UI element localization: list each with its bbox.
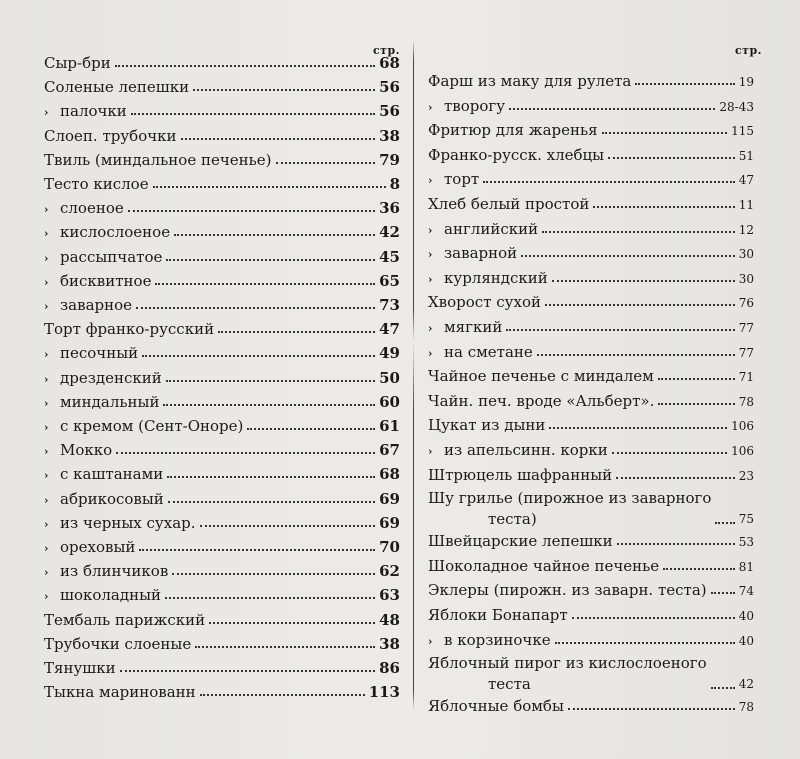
- index-entry: [428, 464, 754, 486]
- entry-title: мягкий: [444, 318, 503, 336]
- index-entry: [428, 144, 754, 166]
- dot-leader: [608, 157, 735, 159]
- page-number: 40: [738, 609, 754, 623]
- dot-leader: [172, 573, 375, 575]
- index-entry: [44, 584, 400, 606]
- index-entry: [428, 70, 754, 92]
- index-entry: [44, 439, 400, 461]
- page-number: 106: [731, 419, 754, 434]
- entry-title: Шу грилье (пирожное из заварного: [428, 489, 712, 508]
- dot-leader: [166, 380, 375, 382]
- dot-leader: [195, 646, 375, 648]
- dot-leader: [483, 181, 734, 183]
- page-number: 69: [379, 489, 400, 508]
- entry-title: палочки: [60, 102, 127, 121]
- page-number: 81: [738, 559, 754, 574]
- entry-title: из черных сухар.: [60, 513, 196, 532]
- page-number: 78: [738, 394, 754, 409]
- ditto-mark: ›: [428, 100, 433, 114]
- dot-leader: [131, 113, 375, 115]
- ditto-mark: ›: [428, 272, 433, 286]
- entry-title: Сыр-бри: [44, 54, 111, 72]
- index-entry: [44, 100, 400, 122]
- dot-leader: [115, 65, 375, 67]
- entry-title: Эклеры (пирожн. из заварн. теста): [428, 581, 707, 600]
- dot-leader: [139, 549, 375, 551]
- index-entry: [44, 367, 400, 389]
- entry-title: с кремом (Сент-Оноре): [60, 417, 244, 435]
- page-number: 68: [379, 465, 400, 484]
- index-entry: [428, 530, 754, 552]
- page-number: 63: [379, 586, 400, 605]
- dot-leader: [711, 687, 735, 689]
- ditto-mark: ›: [44, 251, 49, 265]
- entry-title: из апельсинн. корки: [444, 441, 608, 459]
- entry-title: Тесто кислое: [44, 175, 149, 193]
- dot-leader: [200, 525, 376, 527]
- index-entry: [44, 512, 400, 534]
- entry-title: Чайн. печ. вроде «Альберт».: [428, 391, 655, 410]
- dot-leader: [635, 83, 734, 85]
- page-number: 30: [738, 271, 754, 286]
- page-number: 30: [738, 247, 754, 262]
- page-number: 69: [379, 513, 400, 532]
- entry-title: шоколадный: [60, 586, 162, 605]
- entry-title-continuation: теста: [488, 675, 531, 694]
- page-number: 79: [379, 150, 400, 169]
- ditto-mark: ›: [44, 469, 49, 483]
- index-entry: [428, 629, 754, 651]
- ditto-mark: ›: [44, 106, 49, 120]
- page-number: 73: [379, 296, 400, 314]
- dot-leader: [116, 452, 375, 454]
- dot-leader: [555, 642, 735, 644]
- index-entry: [44, 415, 400, 437]
- index-entry: [44, 560, 400, 582]
- page-number: 75: [738, 512, 754, 527]
- entry-title: Мокко: [60, 441, 113, 460]
- index-entry: [428, 316, 754, 338]
- entry-title: из блинчиков: [60, 562, 169, 581]
- dot-leader: [545, 304, 735, 306]
- entry-title: на сметане: [444, 342, 533, 361]
- entry-title: Яблочные бомбы: [428, 697, 564, 716]
- page-number: 68: [379, 54, 400, 72]
- page-number: 38: [379, 126, 400, 145]
- entry-title: бисквитное: [60, 271, 152, 290]
- index-entry: [428, 119, 754, 141]
- index-entry: [428, 218, 754, 240]
- index-entry: [428, 390, 754, 412]
- page-number: 11: [738, 198, 754, 212]
- ditto-mark: ›: [44, 203, 49, 217]
- entry-title: песочный: [60, 344, 139, 363]
- index-entry: [44, 149, 400, 171]
- page-number: 48: [379, 610, 400, 629]
- entry-title: курляндский: [444, 268, 548, 287]
- page-number: 47: [379, 320, 400, 339]
- dot-leader: [715, 522, 734, 524]
- page-number: 12: [738, 222, 754, 237]
- index-entry: [428, 414, 754, 436]
- entry-title: Хворост сухой: [428, 293, 541, 312]
- index-entry: [428, 267, 754, 289]
- ditto-mark: ›: [44, 445, 49, 459]
- index-entry: [44, 609, 400, 631]
- ditto-mark: ›: [428, 322, 433, 335]
- index-entry: [44, 294, 400, 316]
- index-entry: [44, 76, 400, 98]
- dot-leader: [658, 403, 734, 405]
- page-number: 40: [738, 633, 754, 648]
- ditto-mark: ›: [44, 372, 49, 386]
- entry-title: Трубочки слоеные: [44, 634, 192, 653]
- page-number: 76: [738, 296, 754, 311]
- index-entry: [428, 695, 754, 717]
- ditto-mark: ›: [428, 445, 433, 458]
- entry-title: ореховый: [60, 538, 136, 556]
- entry-title: Твиль (миндальное печенье): [44, 150, 272, 169]
- index-entry: [44, 342, 400, 364]
- entry-title: дрезденский: [60, 368, 162, 387]
- column-divider: [413, 40, 414, 710]
- entry-title: абрикосовый: [60, 489, 164, 508]
- ditto-mark: ›: [44, 348, 49, 362]
- entry-title: кислослоеное: [60, 223, 171, 242]
- entry-title-continuation: теста): [488, 510, 537, 529]
- entry-title: слоеное: [60, 199, 124, 218]
- page-number: 74: [738, 584, 754, 599]
- page-number: 36: [379, 199, 400, 218]
- index-entry: [428, 488, 754, 530]
- dot-leader: [568, 708, 735, 710]
- entry-title: Слоеп. трубочки: [44, 126, 177, 145]
- index-entry: [428, 193, 754, 215]
- dot-leader: [168, 501, 375, 503]
- entry-title: Штрюцель шафранный: [428, 465, 613, 484]
- page-number: 49: [379, 344, 400, 363]
- ditto-mark: ›: [44, 590, 49, 604]
- entry-title: Тянушки: [44, 659, 116, 677]
- index-entry: [44, 657, 400, 679]
- page-number: 56: [379, 78, 400, 97]
- index-entry: [44, 488, 400, 510]
- page-column-header: стр.: [372, 44, 400, 57]
- index-entry: [428, 242, 754, 264]
- page-number: 77: [738, 321, 754, 335]
- index-entry: [428, 604, 754, 626]
- entry-title: Соленые лепешки: [44, 78, 190, 97]
- dot-leader: [658, 378, 735, 380]
- ditto-mark: ›: [44, 517, 49, 531]
- ditto-mark: ›: [44, 275, 49, 289]
- ditto-mark: ›: [428, 248, 433, 262]
- page-number: 86: [379, 659, 400, 677]
- dot-leader: [552, 280, 735, 282]
- index-entry: [44, 270, 400, 292]
- index-entry: [44, 221, 400, 243]
- dot-leader: [181, 138, 376, 140]
- dot-leader: [612, 452, 727, 454]
- index-entry: [428, 555, 754, 577]
- entry-title: Торт франко-русский: [44, 320, 215, 339]
- index-entry: [44, 52, 400, 74]
- ditto-mark: ›: [44, 421, 49, 434]
- index-entry: [44, 536, 400, 558]
- page-number: 56: [379, 102, 400, 121]
- dot-leader: [209, 622, 375, 624]
- page-number: 60: [379, 392, 400, 411]
- entry-title: Яблочный пирог из кислослоеного: [428, 654, 707, 673]
- dot-leader: [711, 592, 735, 594]
- entry-title: Фритюр для жаренья: [428, 121, 598, 140]
- dot-leader: [153, 186, 386, 188]
- page-number: 65: [379, 271, 400, 290]
- dot-leader: [663, 568, 735, 570]
- index-entry: [428, 95, 754, 117]
- dot-leader: [542, 231, 735, 233]
- page-column-header: стр.: [734, 44, 762, 57]
- ditto-mark: ›: [44, 300, 49, 313]
- index-entry: [44, 125, 400, 147]
- index-entry: [44, 391, 400, 413]
- index-entry: [428, 291, 754, 313]
- dot-leader: [163, 404, 375, 406]
- dot-leader: [136, 307, 375, 309]
- page-number: 61: [379, 417, 400, 435]
- entry-title: Шоколадное чайное печенье: [428, 556, 660, 575]
- dot-leader: [276, 162, 376, 164]
- dot-leader: [128, 210, 375, 212]
- index-entry: [44, 633, 400, 655]
- index-entry: [44, 463, 400, 485]
- entry-title: Фарш из маку для рулета: [428, 72, 632, 90]
- entry-title: английский: [444, 219, 539, 238]
- entry-title: с каштанами: [60, 465, 164, 484]
- entry-title: рассыпчатое: [60, 247, 163, 266]
- index-entry: [428, 579, 754, 601]
- entry-title: миндальный: [60, 392, 160, 411]
- ditto-mark: ›: [44, 227, 49, 241]
- entry-title: Тыкна маринованн: [44, 683, 196, 702]
- index-entry: [44, 173, 400, 195]
- dot-leader: [174, 234, 375, 236]
- page-number: 113: [368, 683, 400, 702]
- page-number: 42: [379, 223, 400, 242]
- ditto-mark: ›: [428, 174, 433, 188]
- index-entry: [44, 246, 400, 268]
- page-number: 47: [738, 173, 754, 188]
- dot-leader: [142, 355, 375, 357]
- entry-title: Швейцарские лепешки: [428, 532, 613, 551]
- page-number: 38: [379, 634, 400, 653]
- entry-title: Хлеб белый простой: [428, 195, 590, 213]
- dot-leader: [537, 354, 735, 356]
- entry-title: Франко-русск. хлебцы: [428, 145, 605, 164]
- dot-leader: [155, 283, 375, 285]
- ditto-mark: ›: [428, 223, 433, 237]
- page-number: 8: [389, 175, 400, 193]
- dot-leader: [521, 255, 735, 257]
- dot-leader: [166, 259, 375, 261]
- dot-leader: [572, 617, 735, 619]
- dot-leader: [167, 476, 375, 478]
- page-number: 70: [379, 538, 400, 556]
- index-entry: [428, 439, 754, 461]
- page-number: 23: [738, 468, 754, 483]
- dot-leader: [617, 543, 735, 545]
- dot-leader: [602, 132, 727, 134]
- page-number: 77: [738, 345, 754, 360]
- dot-leader: [218, 331, 375, 333]
- page-number: 115: [731, 124, 754, 139]
- dot-leader: [509, 108, 715, 110]
- page-number: 45: [379, 247, 400, 266]
- page-number: 42: [738, 677, 754, 692]
- entry-title: торт: [444, 170, 480, 189]
- dot-leader: [120, 670, 376, 672]
- dot-leader: [193, 89, 375, 91]
- dot-leader: [200, 694, 365, 696]
- ditto-mark: ›: [428, 634, 433, 648]
- index-entry: [428, 365, 754, 387]
- index-entry: [428, 341, 754, 363]
- index-entry: [44, 197, 400, 219]
- ditto-mark: ›: [428, 346, 433, 360]
- entry-title: в корзиночке: [444, 630, 551, 649]
- page-number: 19: [738, 75, 754, 89]
- dot-leader: [593, 206, 734, 208]
- page-number: 78: [738, 700, 754, 715]
- page-number: 71: [738, 370, 754, 385]
- ditto-mark: ›: [44, 493, 49, 507]
- ditto-mark: ›: [44, 542, 49, 555]
- dot-leader: [247, 428, 375, 430]
- entry-title: Чайное печенье с миндалем: [428, 367, 654, 386]
- page-number: 51: [738, 148, 754, 163]
- entry-title: заварное: [60, 296, 133, 314]
- page-number: 106: [731, 444, 754, 458]
- entry-title: Цукат из дыни: [428, 416, 546, 435]
- ditto-mark: ›: [44, 396, 49, 410]
- page-number: 62: [379, 562, 400, 581]
- page-number: 53: [738, 535, 754, 550]
- ditto-mark: ›: [44, 566, 49, 580]
- dot-leader: [506, 329, 734, 331]
- index-entry: [428, 168, 754, 190]
- dot-leader: [616, 477, 735, 479]
- dot-leader: [165, 597, 375, 599]
- dot-leader: [549, 427, 727, 429]
- page-number: 50: [379, 368, 400, 387]
- entry-title: Тембаль парижский: [44, 610, 206, 629]
- page-number: 67: [379, 441, 400, 460]
- page-number: 28-43: [719, 99, 754, 114]
- entry-title: Яблоки Бонапарт: [428, 606, 568, 624]
- entry-title: творогу: [444, 96, 506, 115]
- index-entry: [44, 318, 400, 340]
- index-entry: [44, 681, 400, 703]
- entry-title: заварной: [444, 244, 518, 263]
- index-entry: [428, 653, 754, 695]
